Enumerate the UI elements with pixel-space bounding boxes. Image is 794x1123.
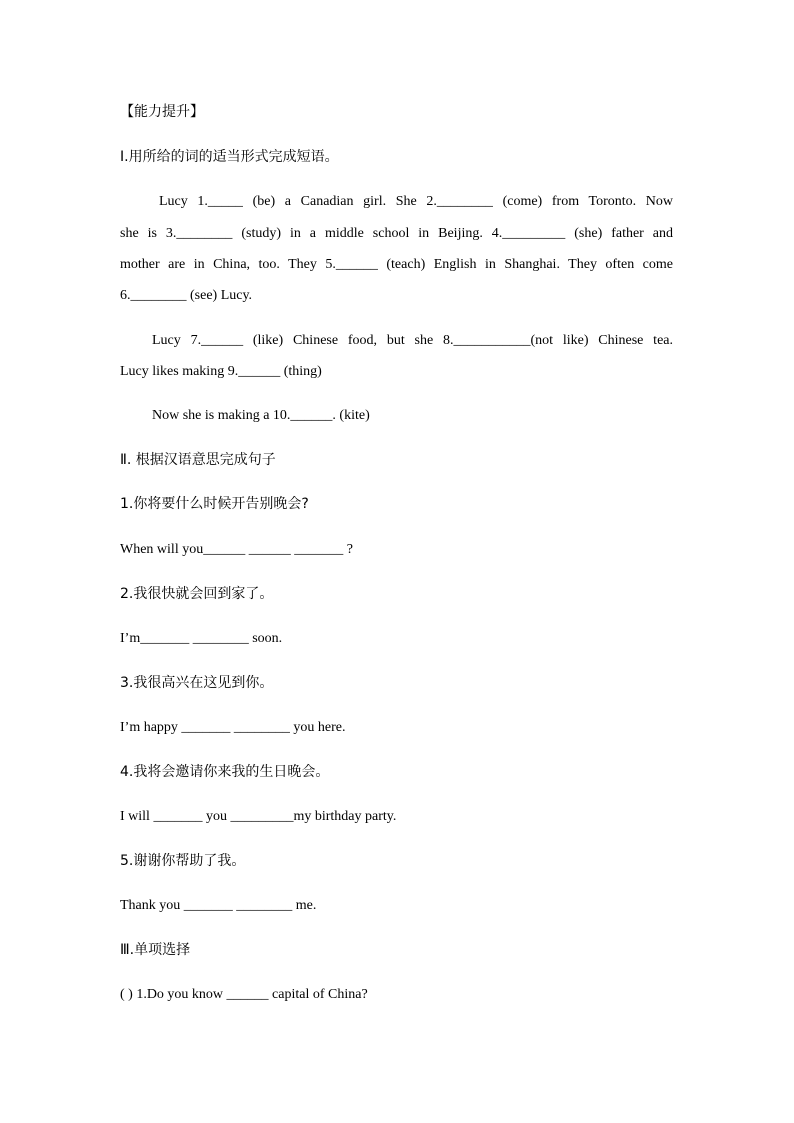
translation-prompt: 5.谢谢你帮助了我。 [120,853,246,869]
translation-prompt: 3.我很高兴在这见到你。 [120,675,274,691]
translation-prompt: 4.我将会邀请你来我的生日晚会。 [120,764,330,780]
translation-prompt: 2.我很快就会回到家了。 [120,586,274,602]
translation-answer: I’m happy _______ ________ you here. [120,720,346,735]
section1-title: I.用所给的词的适当形式完成短语。 [120,149,339,165]
translation-answer: When will you______ ______ _______ ? [120,542,353,557]
translation-answer: Thank you _______ ________ me. [120,898,317,913]
translation-prompt: 1.你将要什么时候开告别晚会? [120,496,309,512]
section-heading: 【能力提升】 [120,104,204,120]
exercise-line: 6.________ (see) Lucy. [120,288,253,303]
exercise-line: Lucy likes making 9.______ (thing) [120,364,322,379]
translation-answer: I’m_______ ________ soon. [120,631,283,646]
section2-title: Ⅱ. 根据汉语意思完成句子 [120,452,276,468]
multiple-choice-question: ( ) 1.Do you know ______ capital of China? [120,987,368,1002]
section3-title: Ⅲ.单项选择 [120,942,191,958]
exercise-line: Lucy 7.______ (like) Chinese food, but she 8.___________(not like) Chinese tea. [152,333,673,348]
exercise-line: mother are in China, too. They 5.______ (teach) English in Shanghai. They often come [120,257,673,272]
exercise-line: Now she is making a 10.______. (kite) [152,408,370,423]
exercise-line: Lucy 1._____ (be) a Canadian girl. She 2.________ (come) from Toronto. Now [159,194,673,209]
translation-answer: I will _______ you _________my birthday party. [120,809,397,824]
exercise-line: she is 3.________ (study) in a middle school in Beijing. 4._________ (she) father and [120,226,673,241]
